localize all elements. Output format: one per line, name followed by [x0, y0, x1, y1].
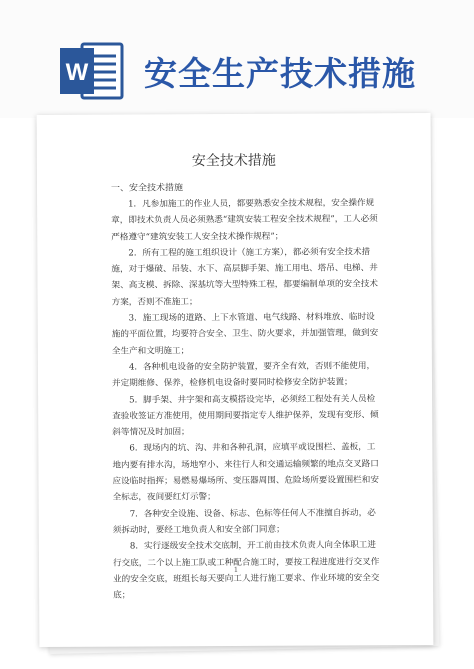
- paragraph-6: 6．现场内的坑、沟、井和各种孔洞，应填平或设围栏、盖板，工地内要有排水沟，场地窄小、来往行人和交通运输频繁的地点交叉路口应设临时指挥；易燃易爆场所、变压器周围、危险场所要设置围栏和安全标志，夜间要红灯示警；: [112, 442, 379, 503]
- header-banner: [0, 0, 474, 118]
- svg-text:W: W: [65, 59, 89, 86]
- paragraph-5: 5．脚手架、井字架和高支模搭设完毕，必须经工程处有关人员检查验收签证方准使用，使用期间要指定专人维护保养，发现有变形、倾斜等情况及时加固；: [112, 393, 379, 438]
- paragraph-4: 4．各种机电设备的安全防护装置，要齐全有效，否则不能使用，并定期维修、保养，检修机电设备时要同时检修安全防护装置；: [111, 361, 376, 389]
- paragraph-7: 7．各种安全设施、设备、标志、色标等任何人不准擅自拆动，必须拆动时，要经工地负责人和安全部门同意；: [112, 507, 376, 536]
- page-title: 安全生产技术措施: [144, 54, 416, 93]
- section-heading: 一、安全技术措施: [110, 183, 184, 194]
- document-preview: [38, 114, 438, 654]
- document-body: [111, 195, 383, 604]
- word-document-icon: [58, 40, 126, 102]
- paragraph-1: 1．凡参加施工的作业人员，都要熟悉安全技术规程，安全操作规章，即技术负责人员必须熟悉“建筑安装工程安全技术规程”，工人必须严格遵守“建筑安装工人安全技术操作规程”；: [111, 198, 378, 243]
- paragraph-2: 2．所有工程的施工组织设计（施工方案），都必须有安全技术措施，对于爆破、吊装、水下、高层脚手架、施工用电、塔吊、电梯、井架、高支模、拆除、深基坑等大型特殊工程，都要编制单项的安全技术方案，否则不准施工；: [111, 247, 378, 308]
- document-page: [37, 113, 434, 647]
- document-title: 安全技术措施: [191, 152, 276, 170]
- page-number: 1: [233, 565, 239, 575]
- paragraph-8: 8．实行逐级安全技术交底制，开工前由技术负责人向全体职工进行交底，二个以上施工队或工种配合施工时，要按工程进度进行交叉作业的安全交底，班组长每天要向工人进行施工要求、作业环境的安全交底；: [112, 540, 380, 601]
- paragraph-3: 3．施工现场的道路、上下水管道、电气线路、材料堆放、临时设施的平面位置，均要符合安全、卫生、防火要求，并加强管理，做到安全生产和文明施工；: [111, 312, 379, 357]
